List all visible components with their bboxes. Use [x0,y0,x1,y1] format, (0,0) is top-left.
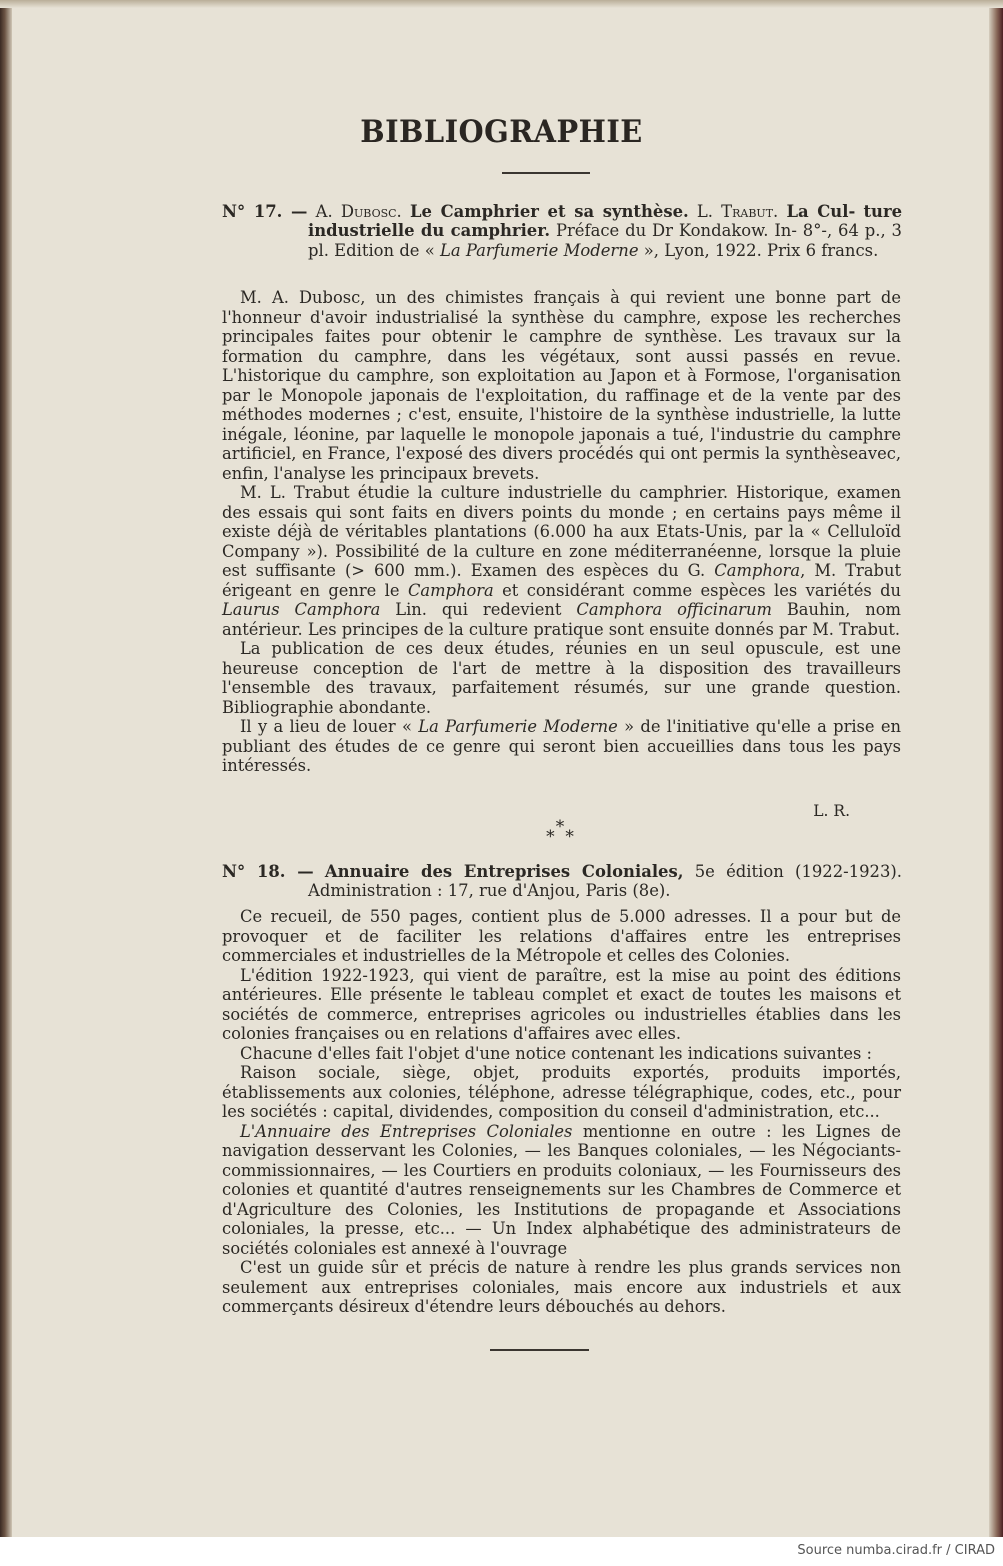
entry-17-publication: La Parfumerie Moderne [439,240,639,260]
entry-18-paragraph-1: Ce recueil, de 550 pages, contient plus de 5.000 adresses. Il a pour but de provoquer et de faciliter les relations d'affaires entre les entreprises commerciales et industrielles de la Métropole et celles des Colonies. [222,907,901,965]
entry-17-p2-camphora-genre: Camphora [407,580,494,600]
entry-17-paragraph-1: M. A. Dubosc, un des chimistes français à qui revient une bonne part de l'honneur d'avoir industrialisé la synthèse du camphre, expose les recherches principales faites pour obtenir le camphre de synthèse. Les travaux sur la formation du camphre, dans les végétaux, sont aussi passés en revue. L'historique du camphre, son exploitation au Japon et à Formose, l'organisation par le Monopole japonais de l'exploitation, du raffinage et de la vente par des méthodes modernes ; c'est, ensuite, l'histoire de la synthèse industrielle, la lutte inégale, léonine, par laquelle le monopole japonais a tué, l'industrie du camphre artificiel, en France, l'exposé des divers procédés qui ont permis la synthèseavec, enfin, l'analyse les principaux brevets. [222,288,901,483]
page-top-edge [0,0,1003,8]
entry-17-p2-part-e: Bauhin, nom antérieur. Les principes de la culture pratique sont ensuite donnés par M. Trabut. [222,600,901,639]
entry-18-edition: 5e édition (1922-1923). [694,862,903,881]
entry-18-header [222,862,902,901]
entry-18-body [222,907,901,1317]
separator-star-top: * [555,817,565,837]
title-underline [502,172,590,174]
page-cover-edge [989,0,1003,1537]
entry-17-p2-part-c: et considérant comme espèces les variétés du [502,580,901,600]
separator-star-right: * [565,827,574,847]
entry-17-p2-camphora-genus: Camphora [714,561,801,580]
entry-17-p4-part-a: Il y a lieu de louer « [240,717,412,736]
page-binding-edge [0,0,12,1537]
entry-18-paragraph-5 [222,1122,901,1259]
entry-17-paragraph-4 [222,717,901,776]
entry-18-address: Administration : 17, rue d'Anjou, Paris (8e). [308,881,671,901]
entry-17-p2-part-a: M. L. Trabut étudie la culture industrielle du camphrier. Historique, examen des essais qui sont faits en divers points du monde ; en certains pays même il existe déjà de véritables plantations (6.000 ha aux Etats-Unis, par la « Celluloïd Company »). Possibilité de la culture en zone méditerranéenne, lorsque la pluie est suffisante (> 600 mm.). Examen des espèces du G. [222,483,901,580]
entry-17-number: N° 17. — [222,202,308,221]
entry-17-author-1: A. Dubosc. [315,202,402,221]
entry-17-detail-1: Préface du Dr Kondakow. In- [555,221,797,241]
end-rule [490,1349,589,1351]
entry-18-p5-text: mentionne en outre : les Lignes de navigation desservant les Colonies, — les Banques coloniales, — les Négociants-commissionnaires, — les Courtiers en produits coloniaux, — les Fournisseurs des colonies et quantité d'autres renseignements sur les Chambres de Commerce et d'Agriculture des Colonies, les Institutions de propagande et Associations coloniales, la presse, etc... — Un Index alphabétique des administrateurs de sociétés coloniales est annexé à l'ouvrage [222,1121,901,1258]
entry-17-title-2a: La Cul- [786,202,856,221]
entry-18-number: N° 18. — [222,862,314,881]
entry-17-citation [222,202,902,260]
entry-18-citation [222,862,902,901]
entry-17-price: Prix 6 francs. [767,240,879,260]
entry-18-paragraph-4: Raison sociale, siège, objet, produits exportés, produits importés, établissements aux colonies, téléphone, adresse télégraphique, codes, etc., pour les sociétés : capital, dividendes, composition du conseil d'administration, etc... [222,1063,901,1121]
entry-17-body [222,288,901,776]
entry-17-signature: L. R. [813,802,850,820]
entry-17-p2-part-b: , M. Trabut érigeant en genre le [222,561,901,600]
source-credit: Source numba.cirad.fr / CIRAD [797,1543,995,1558]
entry-18-paragraph-3: Chacune d'elles fait l'objet d'une notice contenant les indications suivantes : [240,1043,872,1063]
separator-star-left: * [546,827,555,847]
entry-17-p4-publication: La Parfumerie Moderne [418,717,618,736]
entry-18-paragraph-6: C'est un guide sûr et précis de nature à rendre les plus grands services non seulement aux entreprises coloniales, mais encore aux industriels et aux commerçants désireux d'étendre leurs débouchés au dehors. [222,1258,901,1316]
entry-17-detail-3: », Lyon, 1922. [643,240,762,260]
entry-17-p2-laurus: Laurus Camphora [222,600,381,619]
entry-18-p5-title: L'Annuaire des Entreprises Coloniales [240,1121,573,1141]
entry-17-detail-2: 8°-, 64 p., 3 pl. Edition de « [308,221,902,260]
entry-17-title-1: Le Camphrier et sa synthèse. [409,202,689,221]
entry-17-title-2b: ture industrielle du camphrier. [308,202,903,241]
entry-17-paragraph-3: La publication de ces deux études, réunies en un seul opuscule, est une heureuse conception de l'art de mettre à la disposition des travailleurs l'ensemble des travaux, parfaitement résumés, sur une grande question. Bibliographie abondante. [222,639,901,717]
entry-17-p2-officinarum: Camphora officinarum [576,600,772,619]
entry-17-p4-part-b: » de l'initiative qu'elle a prise en publiant des études de ce genre qui seront bien accueillies dans tous les pays intéressés. [222,717,901,775]
entry-18-title: Annuaire des Entreprises Coloniales, [324,862,684,881]
separator-star-bottom [520,827,600,847]
entry-18-paragraph-2: L'édition 1922-1923, qui vient de paraître, est la mise au point des éditions antérieures. Elle présente le tableau complet et exact de toutes les maisons et sociétés de commerce, entreprises agricoles ou industrielles établies dans les colonies françaises ou en relations d'affaires avec elles. [222,965,901,1043]
entry-17-author-2: L. Trabut. [696,202,779,221]
entry-17-paragraph-2 [222,483,901,639]
page-title: BIBLIOGRAPHIE [360,114,643,150]
section-separator-stars [520,817,600,847]
entry-17-header [222,202,902,260]
entry-17-p2-part-d: Lin. qui redevient [395,600,562,619]
